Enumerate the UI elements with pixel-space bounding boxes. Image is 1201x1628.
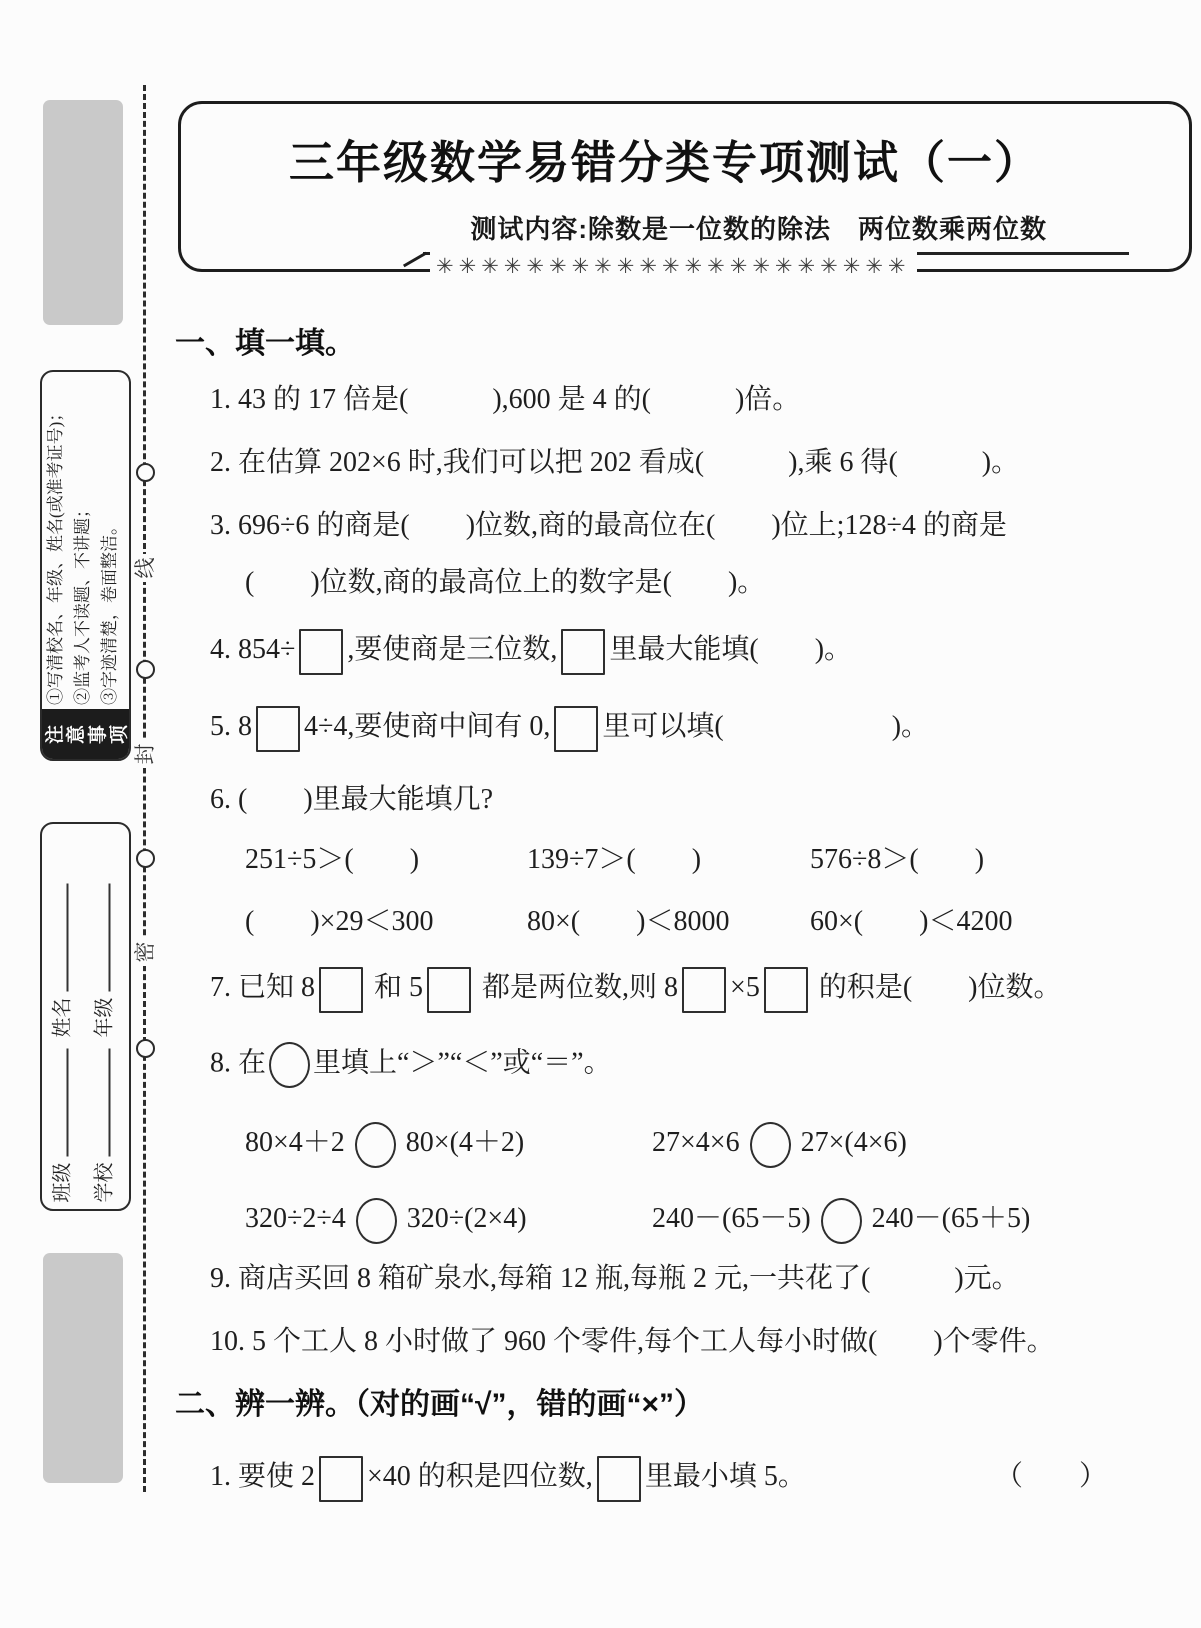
page-title: 三年级数学易错分类专项测试（一） [288,138,1041,188]
section2-question-1 [175,1450,1187,1504]
name-blank-line[interactable] [45,884,69,992]
q6-expression: 80×( )＜8000 [527,906,730,937]
seal-circle [136,849,155,868]
answer-box[interactable] [561,629,605,675]
q8-comparison: 27×4×6 27×(4×6) [652,1116,907,1170]
question-9: 9. 商店买回 8 箱矿泉水,每箱 12 瓶,每瓶 2 元,一共花了( )元。 [210,1263,1020,1294]
q6-expression: 576÷8＞( ) [810,844,985,875]
gray-placeholder-bottom [43,1253,123,1483]
seal-circle [136,463,155,482]
notice-badge [42,709,129,759]
notice-line-2: ②监考人不读题、不讲题； [73,501,92,705]
question-6: 6. ( )里最大能填几? [210,784,494,815]
school-blank-line[interactable] [87,1049,111,1157]
q6-expression: 139÷7＞( ) [527,844,702,875]
answer-box[interactable] [764,967,808,1013]
gray-placeholder-top [43,100,123,325]
question-8-row1 [175,1116,1187,1170]
notice-line-3: ③字迹清楚，卷面整洁。 [100,518,119,705]
section2-heading-note: （对的画“√”，错的画“×”） [355,1388,704,1421]
star-decoration-row: ✳✳✳✳✳✳✳✳✳✳✳✳✳✳✳✳✳✳✳✳✳ [430,250,917,282]
student-row-2 [84,828,126,1203]
question-1: 1. 43 的 17 倍是( ),600 是 4 的( )倍。 [210,384,801,415]
question-10: 10. 5 个工人 8 小时做了 960 个零件,每个工人每小时做( )个零件。 [210,1326,1055,1357]
question-4: 4. 854÷ ,要使商是三位数, 里最大能填( )。 [175,623,1201,677]
notice-text-area [42,372,129,709]
section2-heading [175,1384,1187,1426]
question-8: 8. 在 里填上“＞”“＜”或“＝”。 [175,1042,1201,1084]
compare-circle[interactable] [821,1198,862,1244]
section2-heading-bold: 二、辨一辨。 [175,1388,355,1421]
section1-heading: 一、填一填。 [175,327,355,360]
question-5: 5. 8 4÷4,要使商中间有 0, 里可以填( )。 [175,700,1201,754]
answer-box[interactable] [256,706,300,752]
answer-box[interactable] [299,629,343,675]
badge-char: 事 [87,724,109,744]
q8-comparison: 320÷2÷4 320÷(2×4) [245,1192,527,1246]
q6-expression: 251÷5＞( ) [245,844,420,875]
question-3-line2: ( )位数,商的最高位上的数字是( )。 [245,567,766,598]
q6-expression: 60×( )＜4200 [810,906,1013,937]
s2q1-text: 1. 要使 2 ×40 的积是四位数, 里最小填 5。 [175,1461,806,1492]
s2q1-answer-blank[interactable]: （ ） [994,1461,1107,1492]
seal-circle [136,660,155,679]
question-2: 2. 在估算 202×6 时,我们可以把 202 看成( ),乘 6 得( )。 [210,447,1020,478]
question-8-row2 [175,1192,1187,1246]
test-body [175,0,1187,1628]
question-6-row2 [175,901,1187,943]
seal-char-xian: 线 [131,554,159,582]
badge-char: 项 [108,724,130,744]
question-3-line1: 3. 696÷6 的商是( )位数,商的最高位在( )位上;128÷4 的商是 [210,510,1007,541]
test-content-subtitle: 测试内容:除数是一位数的除法 两位数乘两位数 [470,214,1047,244]
seal-char-feng: 封 [131,740,159,768]
compare-circle[interactable] [750,1122,791,1168]
grade-blank-line[interactable] [87,884,111,992]
answer-box[interactable] [597,1456,641,1502]
badge-char: 意 [66,724,88,744]
q6-expression: ( )×29＜300 [245,906,434,937]
notice-line-1: ①写清校名、年级、姓名(或准考证号)； [46,404,65,705]
student-row-1 [42,828,84,1203]
q8-comparison: 80×4＋2 80×(4＋2) [245,1116,524,1170]
seal-dotted-line [143,85,146,1492]
answer-box[interactable] [682,967,726,1013]
seal-char-mi: 密 [131,938,159,966]
answer-box[interactable] [427,967,471,1013]
name-label: 姓名 [51,997,74,1038]
answer-box[interactable] [319,967,363,1013]
seal-circle [136,1039,155,1058]
question-7: 7. 已知 8 和 5 都是两位数,则 8 ×5 的积是( )位数。 [175,961,1201,1015]
compare-circle[interactable] [269,1042,310,1088]
badge-char: 注 [45,724,67,744]
class-label: 班级 [51,1162,74,1203]
compare-circle[interactable] [355,1122,396,1168]
school-label: 学校 [93,1162,116,1203]
answer-box[interactable] [554,706,598,752]
question-6-row1 [175,839,1187,881]
compare-circle[interactable] [356,1198,397,1244]
grade-label: 年级 [93,997,116,1038]
notice-box [40,370,131,761]
answer-box[interactable] [319,1456,363,1502]
student-info-box [40,822,131,1211]
class-blank-line[interactable] [45,1049,69,1157]
q8-comparison: 240－(65－5) 240－(65＋5) [652,1192,1030,1246]
